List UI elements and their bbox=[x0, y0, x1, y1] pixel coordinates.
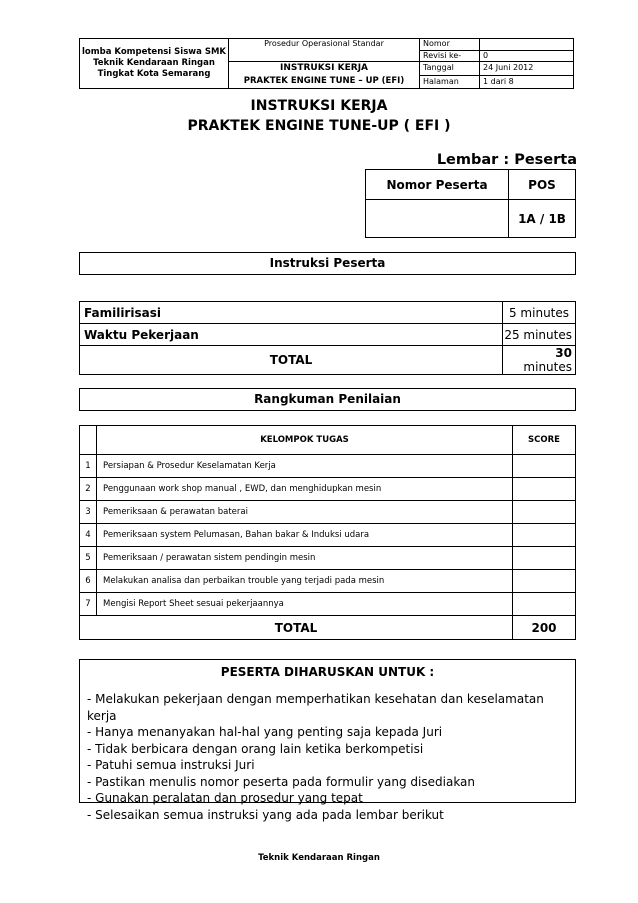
time-total-unit: minutes bbox=[523, 360, 572, 374]
assessment-row bbox=[80, 455, 576, 478]
row-number: 6 bbox=[80, 570, 97, 593]
assessment-row bbox=[80, 593, 576, 616]
row-number: 5 bbox=[80, 547, 97, 570]
organizer-line-3: Tingkat Kota Semarang bbox=[97, 69, 211, 79]
rule-item: - Patuhi semua instruksi Juri bbox=[87, 758, 255, 772]
score-cell[interactable] bbox=[513, 570, 576, 593]
value-nomor bbox=[480, 39, 574, 51]
assessment-row bbox=[80, 524, 576, 547]
time-total-value bbox=[503, 346, 576, 375]
time-value: 5 minutes bbox=[503, 302, 576, 324]
row-number: 1 bbox=[80, 455, 97, 478]
assessment-header-row bbox=[80, 426, 576, 455]
task-name: Pemeriksaan & perawatan baterai bbox=[97, 501, 513, 524]
label-tanggal: Tanggal bbox=[420, 62, 480, 76]
time-row bbox=[80, 324, 576, 346]
assessment-total-value: 200 bbox=[513, 616, 576, 640]
score-cell[interactable] bbox=[513, 547, 576, 570]
task-name: Pemeriksaan system Pelumasan, Bahan bakar & Induksi udara bbox=[97, 524, 513, 547]
participant-number-field[interactable] bbox=[366, 200, 509, 238]
page-footer: Teknik Kendaraan Ringan bbox=[258, 853, 380, 863]
time-row bbox=[80, 302, 576, 324]
label-halaman: Halaman bbox=[420, 75, 480, 89]
time-total-row bbox=[80, 346, 576, 375]
task-name: Melakukan analisa dan perbaikan trouble yang terjadi pada mesin bbox=[97, 570, 513, 593]
time-total-label: TOTAL bbox=[80, 346, 503, 375]
task-name: Mengisi Report Sheet sesuai pekerjaannya bbox=[97, 593, 513, 616]
doc-type: Prosedur Operasional Standar bbox=[229, 39, 420, 62]
assessment-row bbox=[80, 478, 576, 501]
rule-item: - Hanya menanyakan hal-hal yang penting saja kepada Juri bbox=[87, 725, 443, 739]
row-number: 2 bbox=[80, 478, 97, 501]
time-table bbox=[79, 301, 576, 375]
assessment-total-label: TOTAL bbox=[80, 616, 513, 640]
task-group-header: KELOMPOK TUGAS bbox=[97, 426, 513, 455]
rule-item: - Melakukan pekerjaan dengan memperhatikan kesehatan dan keselamatan kerja bbox=[87, 692, 544, 723]
score-cell[interactable] bbox=[513, 478, 576, 501]
score-cell[interactable] bbox=[513, 593, 576, 616]
time-label: Waktu Pekerjaan bbox=[80, 324, 503, 346]
rule-item: - Gunakan peralatan dan prosedur yang tepat bbox=[87, 791, 363, 805]
organizer-line-2: Teknik Kendaraan Ringan bbox=[93, 58, 215, 68]
time-total-number: 30 bbox=[555, 346, 572, 360]
assessment-table bbox=[79, 425, 576, 640]
assessment-row bbox=[80, 501, 576, 524]
rule-item: - Pastikan menulis nomor peserta pada formulir yang disediakan bbox=[87, 774, 476, 789]
score-cell[interactable] bbox=[513, 455, 576, 478]
value-halaman: 1 dari 8 bbox=[480, 75, 574, 89]
label-nomor: Nomor bbox=[420, 39, 480, 51]
task-name: Pemeriksaan / perawatan sistem pendingin mesin bbox=[97, 547, 513, 570]
sheet-label: Lembar : Peserta bbox=[436, 152, 577, 168]
value-tanggal: 24 Juni 2012 bbox=[480, 62, 574, 76]
row-number: 4 bbox=[80, 524, 97, 547]
rule-item: - Selesaikan semua instruksi yang ada pada lembar berikut bbox=[87, 807, 444, 822]
row-number: 7 bbox=[80, 593, 97, 616]
rules-heading: PESERTA DIHARUSKAN UNTUK : bbox=[220, 665, 435, 679]
score-header: SCORE bbox=[513, 426, 576, 455]
time-label: Familirisasi bbox=[80, 302, 503, 324]
rules-list bbox=[80, 691, 575, 823]
participant-instructions-heading: Instruksi Peserta bbox=[79, 252, 576, 275]
participant-rules-box bbox=[79, 659, 576, 822]
score-cell[interactable] bbox=[513, 501, 576, 524]
document-header bbox=[79, 38, 574, 89]
doc-subtitle: PRAKTEK ENGINE TUNE – UP (EFI) bbox=[243, 76, 405, 86]
assessment-row bbox=[80, 570, 576, 593]
page-subtitle: PRAKTEK ENGINE TUNE-UP ( EFI ) bbox=[187, 118, 451, 134]
time-value: 25 minutes bbox=[503, 324, 576, 346]
task-name: Penggunaan work shop manual , EWD, dan menghidupkan mesin bbox=[97, 478, 513, 501]
participant-table bbox=[365, 169, 576, 238]
doc-title: INSTRUKSI KERJA bbox=[279, 63, 369, 73]
score-cell[interactable] bbox=[513, 524, 576, 547]
pos-value: 1A / 1B bbox=[509, 200, 576, 238]
page-title: INSTRUKSI KERJA bbox=[250, 98, 388, 114]
label-revisi: Revisi ke- bbox=[420, 50, 480, 62]
doc-title-cell bbox=[229, 62, 420, 89]
assessment-summary-heading: Rangkuman Penilaian bbox=[79, 388, 576, 411]
value-revisi: 0 bbox=[480, 50, 574, 62]
assessment-total-row bbox=[80, 616, 576, 640]
participant-number-header: Nomor Peserta bbox=[366, 170, 509, 200]
row-number: 3 bbox=[80, 501, 97, 524]
organizer-cell bbox=[80, 39, 229, 89]
rule-item: - Tidak berbicara dengan orang lain ketika berkompetisi bbox=[87, 741, 424, 756]
pos-header: POS bbox=[509, 170, 576, 200]
task-name: Persiapan & Prosedur Keselamatan Kerja bbox=[97, 455, 513, 478]
assessment-row bbox=[80, 547, 576, 570]
organizer-line-1: lomba Kompetensi Siswa SMK bbox=[82, 47, 226, 57]
